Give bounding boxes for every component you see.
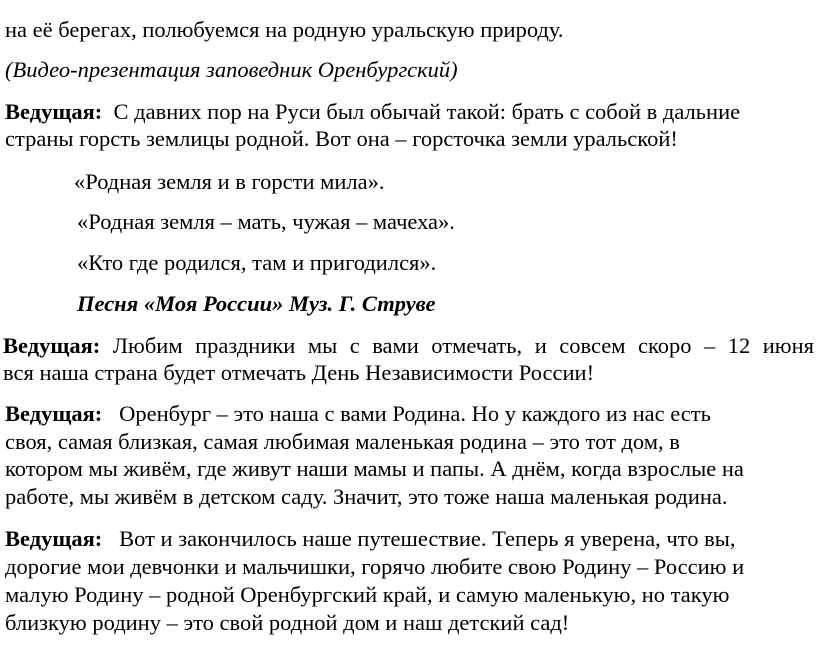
- paragraph-intro: на её берегах, полюбуемся на родную уральскую природу.: [5, 17, 564, 42]
- paragraph-closing-line3: малую Родину – родной Оренбургский край, и самую маленькую, но такую: [5, 582, 730, 607]
- paragraph-text: Вот и закончилось наше путешествие. Теперь я уверена, что вы,: [119, 526, 736, 551]
- paragraph-text: С давних пор на Руси был обычай такой: брать с собой в дальние: [113, 99, 741, 124]
- paragraph-homeland-line1: [5, 399, 711, 429]
- proverb-3: «Кто где родился, там и пригодился».: [77, 250, 437, 275]
- paragraph-holidays-line2: вся наша страна будет отмечать День Независимости России!: [3, 360, 595, 385]
- song-title: Песня «Моя России» Муз. Г. Струве: [77, 291, 436, 316]
- paragraph-homeland-line2: своя, самая близкая, самая любимая маленькая родина – это тот дом, в: [5, 429, 680, 454]
- paragraph-text: Любим праздники мы с вами отмечать, и совсем скоро – 12 июня: [112, 333, 815, 358]
- paragraph-closing-line1: [5, 524, 735, 554]
- paragraph-handful-line1: [5, 97, 740, 127]
- paragraph-closing-line2: дорогие мои девчонки и мальчишки, горячо любите свою Родину – Россию и: [5, 554, 745, 579]
- speaker-label: Ведущая:: [5, 401, 103, 426]
- paragraph-holidays-line1: [3, 331, 814, 361]
- speaker-label: Ведущая:: [5, 526, 103, 551]
- paragraph-closing-line4: близкую родину – это свой родной дом и наш детский сад!: [5, 610, 570, 635]
- paragraph-homeland-line4: работе, мы живём в детском саду. Значит, это тоже наша маленькая родина.: [5, 484, 728, 509]
- speaker-label: Ведущая:: [3, 333, 101, 358]
- proverb-1: «Родная земля и в горсти мила».: [74, 169, 385, 194]
- paragraph-text: Оренбург – это наша с вами Родина. Но у каждого из нас есть: [119, 401, 711, 426]
- speaker-label: Ведущая:: [5, 99, 103, 124]
- paragraph-handful-line2: страны горсть землицы родной. Вот она – горсточка земли уральской!: [5, 126, 678, 151]
- video-note: (Видео-презентация заповедник Оренбургский): [5, 57, 458, 82]
- paragraph-homeland-line3: котором мы живём, где живут наши мамы и папы. А днём, когда взрослые на: [5, 456, 744, 481]
- proverb-2: «Родная земля – мать, чужая – мачеха».: [77, 209, 455, 234]
